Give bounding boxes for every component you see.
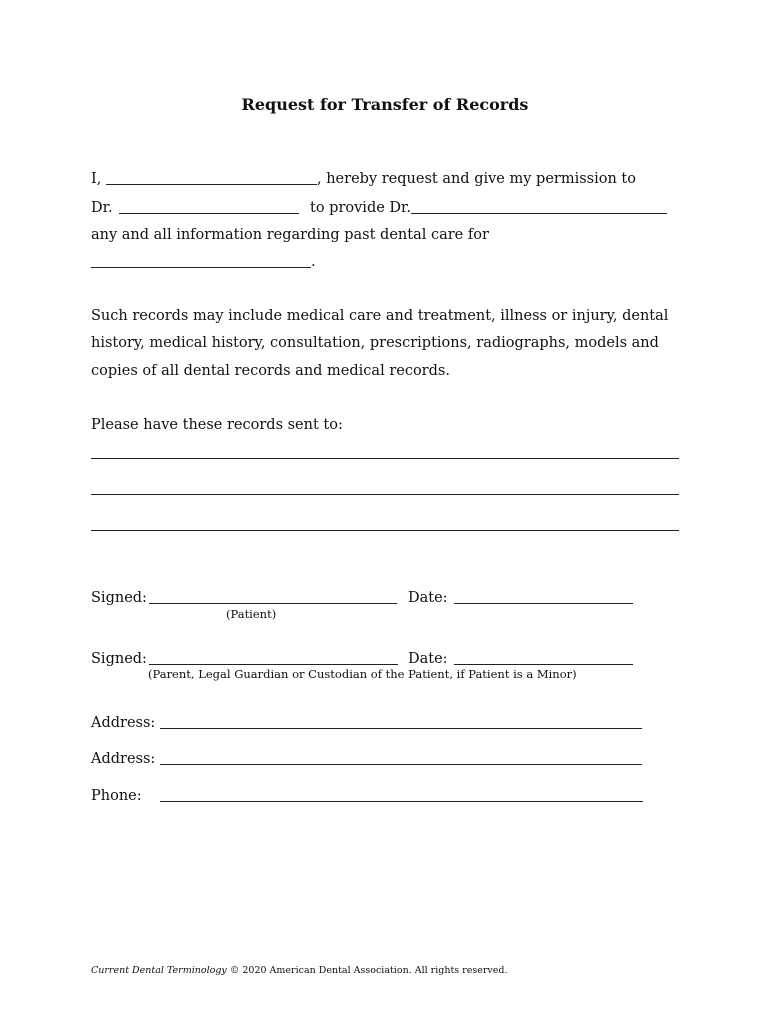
send-to-line-3[interactable]	[91, 530, 679, 531]
info-regarding-text: any and all information regarding past dental care for	[91, 227, 489, 243]
patient-caption: (Patient)	[226, 607, 277, 621]
i-prefix: I,	[91, 171, 102, 187]
period: .	[311, 254, 316, 270]
dr-prefix: Dr.	[91, 200, 113, 216]
footer-terminology-title: Current Dental Terminology	[91, 965, 227, 976]
patient-date-field[interactable]	[454, 603, 633, 604]
address-field-2[interactable]	[160, 764, 642, 765]
records-description-line-3: copies of all dental records and medical records.	[91, 363, 450, 379]
guardian-caption: (Parent, Legal Guardian or Custodian of the Patient, if Patient is a Minor)	[148, 667, 577, 681]
guardian-date-field[interactable]	[454, 664, 633, 665]
requester-name-field[interactable]	[106, 184, 317, 185]
records-description-line-2: history, medical history, consultation, prescriptions, radiographs, models and	[91, 335, 659, 351]
patient-signed-label: Signed:	[91, 590, 147, 606]
address-label-1: Address:	[91, 715, 156, 731]
address-field-1[interactable]	[160, 728, 642, 729]
records-description-line-1: Such records may include medical care and treatment, illness or injury, dental	[91, 308, 669, 324]
send-to-label: Please have these records sent to:	[91, 417, 343, 433]
send-to-line-2[interactable]	[91, 494, 679, 495]
guardian-signature-field[interactable]	[149, 664, 398, 665]
copyright-footer	[91, 965, 507, 977]
patient-name-field[interactable]	[91, 267, 311, 268]
request-text: , hereby request and give my permission to	[317, 171, 636, 187]
patient-date-label: Date:	[408, 590, 448, 606]
document-title: Request for Transfer of Records	[241, 95, 529, 114]
send-to-line-1[interactable]	[91, 458, 679, 459]
guardian-signed-label: Signed:	[91, 651, 147, 667]
new-dentist-field[interactable]	[411, 213, 667, 214]
provide-text: to provide Dr.	[310, 200, 411, 216]
patient-signature-field[interactable]	[149, 603, 397, 604]
phone-label: Phone:	[91, 788, 142, 804]
address-label-2: Address:	[91, 751, 156, 767]
guardian-date-label: Date:	[408, 651, 448, 667]
footer-copyright-text: © 2020 American Dental Association. All rights reserved.	[226, 965, 508, 976]
phone-field[interactable]	[160, 801, 643, 802]
current-dentist-field[interactable]	[119, 213, 299, 214]
